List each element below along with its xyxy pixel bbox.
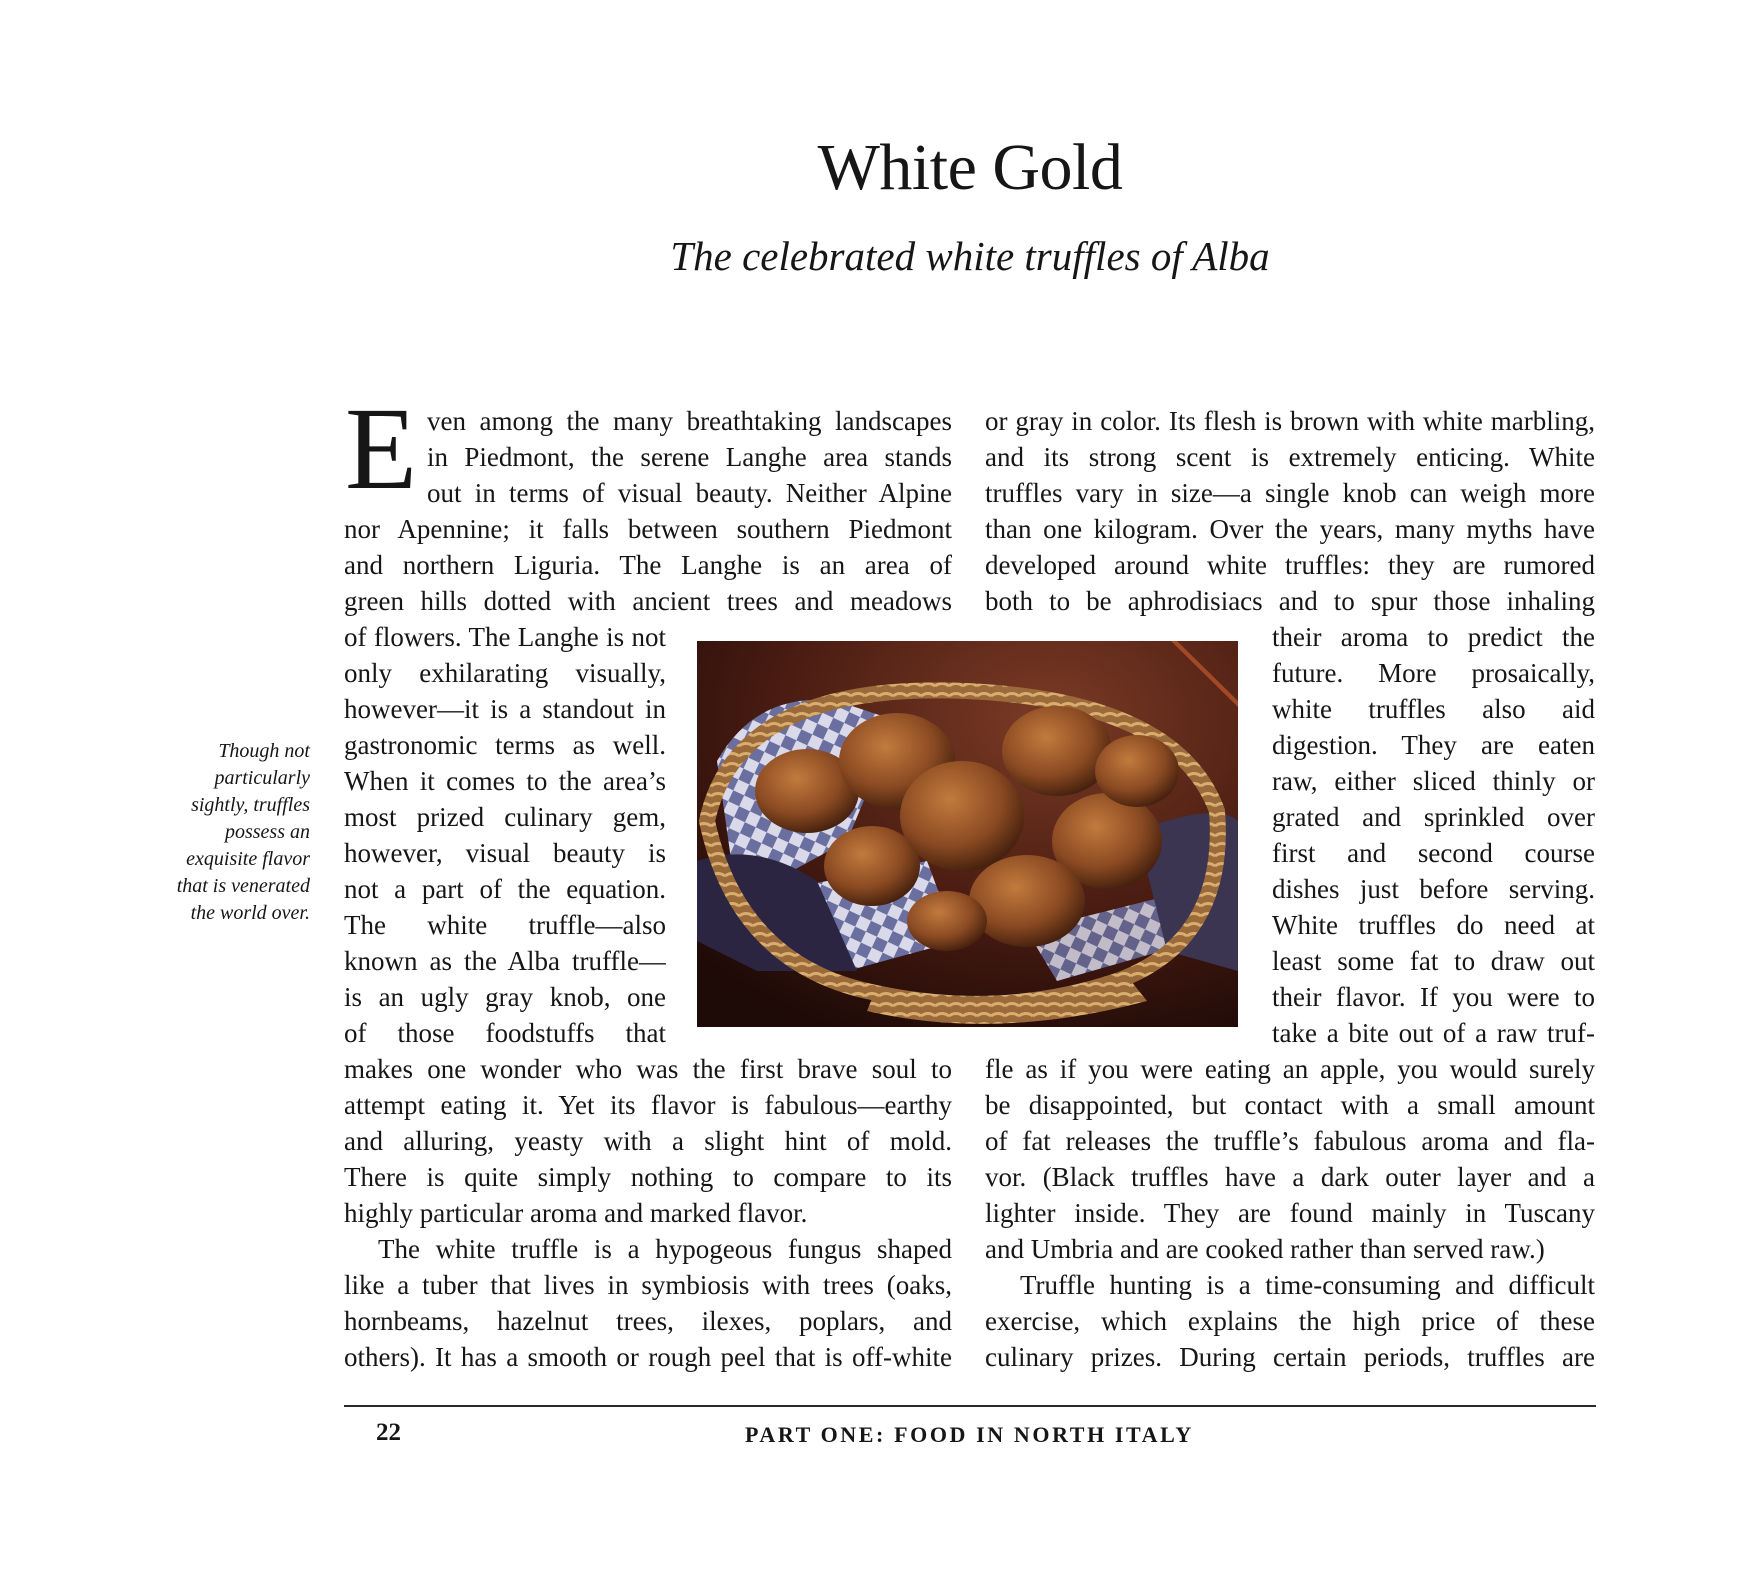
col1-line: The white truffle is a hypogeous fungus shaped bbox=[378, 1234, 952, 1264]
pullquote-line: Though not bbox=[218, 740, 310, 762]
col1-line: of flowers. The Langhe is not bbox=[344, 622, 666, 652]
col1-line: and alluring, yeasty with a slight hint of mold. bbox=[344, 1126, 952, 1156]
pullquote-line: the world over. bbox=[190, 902, 310, 924]
col1-line: green hills dotted with ancient trees and meadows bbox=[344, 586, 952, 616]
col1-line: others). It has a smooth or rough peel that is off-white bbox=[344, 1342, 952, 1372]
col2-line: vor. (Black truffles have a dark outer layer and a bbox=[985, 1162, 1595, 1192]
col2-line: future. More prosaically, bbox=[1272, 658, 1595, 688]
col1-line: however, visual beauty is bbox=[344, 838, 666, 868]
col2-line: culinary prizes. During certain periods, truffles are bbox=[985, 1342, 1595, 1372]
col1-line: not a part of the equation. bbox=[344, 874, 666, 904]
col1-line: There is quite simply nothing to compare to its bbox=[344, 1162, 952, 1192]
col1-line: gastronomic terms as well. bbox=[344, 730, 666, 760]
page-number: 22 bbox=[376, 1419, 401, 1446]
page-title: White Gold bbox=[817, 131, 1123, 204]
col1-line: When it comes to the area’s bbox=[344, 766, 666, 796]
col1-line: is an ugly gray knob, one bbox=[344, 982, 666, 1012]
col2-line: or gray in color. Its flesh is brown with white marbling, bbox=[985, 406, 1595, 436]
pullquote-line: sightly, truffles bbox=[191, 794, 310, 816]
col2-line: be disappointed, but contact with a small amount bbox=[985, 1090, 1595, 1120]
col2-line: exercise, which explains the high price of these bbox=[985, 1306, 1595, 1336]
col1-line: makes one wonder who was the first brave soul to bbox=[344, 1054, 952, 1084]
col1-line: attempt eating it. Yet its flavor is fabulous—earthy bbox=[344, 1090, 952, 1120]
col1-line: like a tuber that lives in symbiosis with trees (oaks, bbox=[344, 1270, 952, 1300]
col1-line: ven among the many breathtaking landscapes bbox=[427, 406, 952, 436]
col2-line: dishes just before serving. bbox=[1272, 874, 1595, 904]
col2-line: grated and sprinkled over bbox=[1272, 802, 1595, 832]
col2-line: and its strong scent is extremely enticing. White bbox=[985, 442, 1595, 472]
col2-line: their aroma to predict the bbox=[1272, 622, 1595, 652]
page-subtitle: The celebrated white truffles of Alba bbox=[670, 233, 1270, 279]
col1-line: and northern Liguria. The Langhe is an area of bbox=[344, 550, 952, 580]
footer-rule bbox=[344, 1405, 1596, 1407]
col2-line: of fat releases the truffle’s fabulous aroma and fla- bbox=[985, 1126, 1595, 1156]
drop-cap: E bbox=[345, 405, 418, 497]
col1-line: of those foodstuffs that bbox=[344, 1018, 666, 1048]
col1-line: hornbeams, hazelnut trees, ilexes, poplars, and bbox=[344, 1306, 952, 1336]
col2-line: and Umbria and are cooked rather than served raw.) bbox=[985, 1234, 1545, 1264]
pullquote-line: possess an bbox=[224, 821, 310, 843]
truffle-basket-photo bbox=[697, 641, 1238, 1027]
col2-line: their flavor. If you were to bbox=[1272, 982, 1595, 1012]
col2-line: raw, either sliced thinly or bbox=[1272, 766, 1595, 796]
col2-line: fle as if you were eating an apple, you would surely bbox=[985, 1054, 1595, 1084]
pullquote-line: exquisite flavor bbox=[186, 848, 310, 870]
col2-line: both to be aphrodisiacs and to spur those inhaling bbox=[985, 586, 1595, 616]
col1-line: nor Apennine; it falls between southern Piedmont bbox=[344, 514, 952, 544]
col1-line: in Piedmont, the serene Langhe area stands bbox=[427, 442, 952, 472]
pullquote-line: particularly bbox=[214, 767, 310, 789]
col1-line: only exhilarating visually, bbox=[344, 658, 666, 688]
col2-line: than one kilogram. Over the years, many myths have bbox=[985, 514, 1595, 544]
col1-line: highly particular aroma and marked flavor. bbox=[344, 1198, 808, 1228]
col1-line: The white truffle—also bbox=[344, 910, 666, 940]
col2-line: digestion. They are eaten bbox=[1272, 730, 1595, 760]
col1-line: most prized culinary gem, bbox=[344, 802, 666, 832]
col1-line: however—it is a standout in bbox=[344, 694, 666, 724]
col2-line: first and second course bbox=[1272, 838, 1595, 868]
col2-line: truffles vary in size—a single knob can weigh more bbox=[985, 478, 1595, 508]
col2-line: White truffles do need at bbox=[1272, 910, 1595, 940]
col2-line: white truffles also aid bbox=[1272, 694, 1595, 724]
col2-line: lighter inside. They are found mainly in Tuscany bbox=[985, 1198, 1595, 1228]
col1-line: known as the Alba truffle— bbox=[344, 946, 666, 976]
col2-line: least some fat to draw out bbox=[1272, 946, 1595, 976]
running-head: PART ONE: FOOD IN NORTH ITALY bbox=[745, 1422, 1194, 1447]
col2-line: take a bite out of a raw truf- bbox=[1272, 1018, 1595, 1048]
col2-line: Truffle hunting is a time-consuming and difficult bbox=[1020, 1270, 1595, 1300]
pullquote-line: that is venerated bbox=[176, 875, 310, 897]
col1-line: out in terms of visual beauty. Neither Alpine bbox=[427, 478, 952, 508]
col2-line: developed around white truffles: they are rumored bbox=[985, 550, 1595, 580]
